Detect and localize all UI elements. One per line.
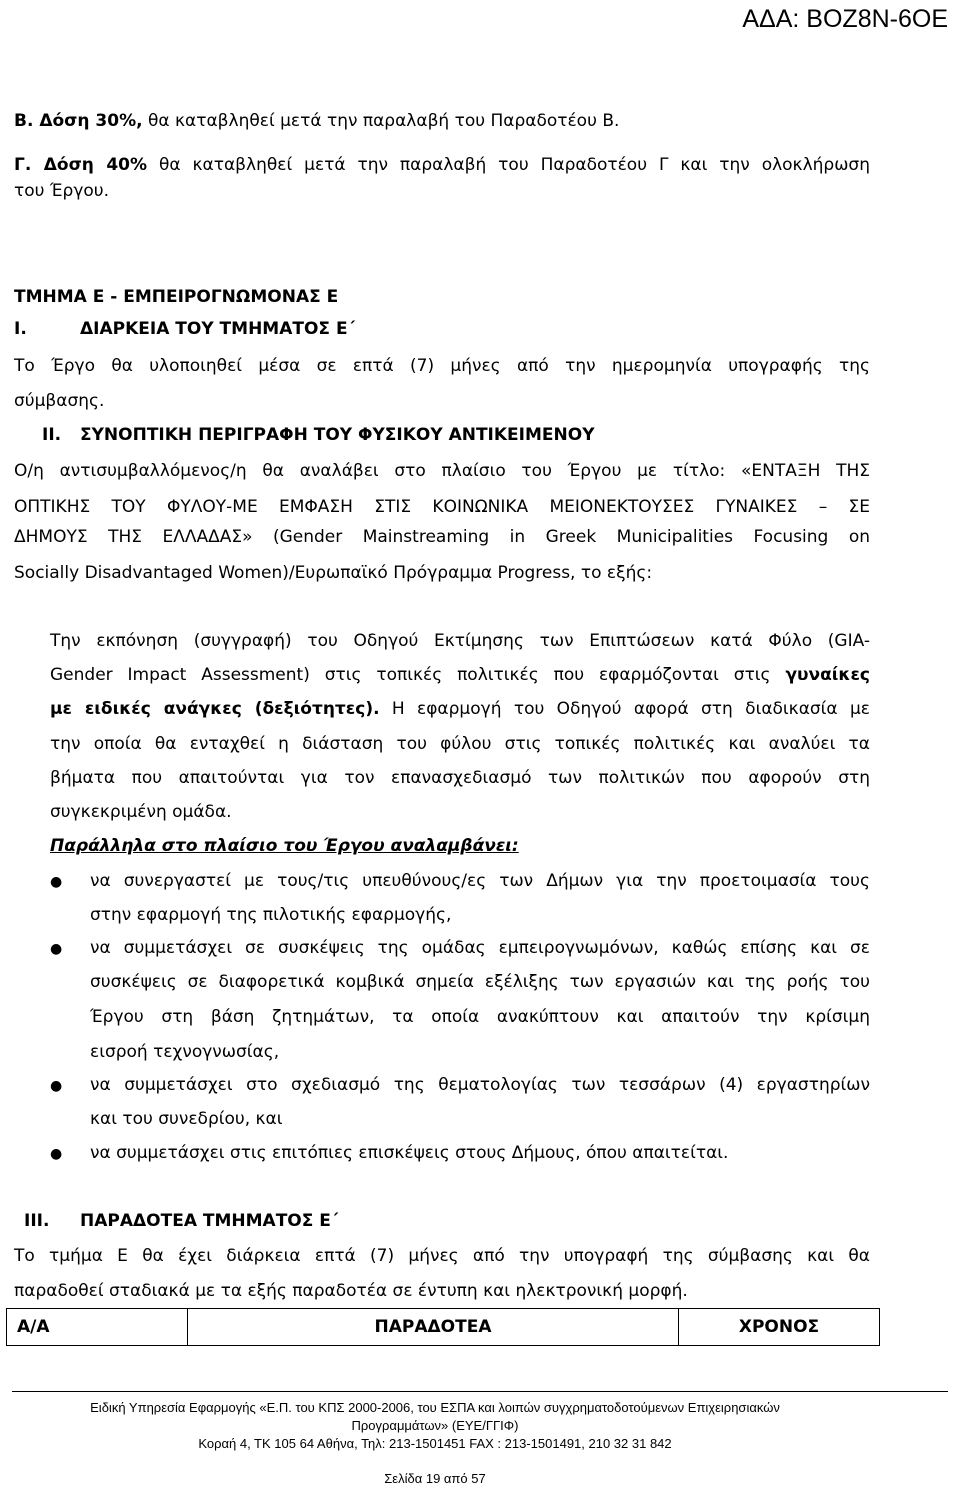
page-number: Σελίδα 19 από 57 xyxy=(384,1471,486,1486)
section-i-text-line-2: σύμβασης. xyxy=(14,391,105,411)
table-header-row xyxy=(7,1309,880,1346)
bullet-2-line-1: να συμμετάσχει σε συσκέψεις της ομάδας εμπειρογνωμόνων, καθώς επίσης και σε xyxy=(90,938,870,958)
section-ii-text-line-2: ΟΠΤΙΚΗΣ ΤΟΥ ΦΥΛΟΥ-ΜΕ ΕΜΦΑΣΗ ΣΤΙΣ ΚΟΙΝΩΝΙΚΑ ΜΕΙΟΝΕΚΤΟΥΣΕΣ ΓΥΝΑΙΚΕΣ – ΣΕ xyxy=(14,497,870,517)
section-ii-text-line-4: Socially Disadvantaged Women)/Ευρωπαϊκό Πρόγραμμα Progress, το εξής: xyxy=(14,563,653,583)
parallel-heading: Παράλληλα στο πλαίσιο του Έργου αναλαμβάνει: xyxy=(50,836,519,856)
table-header-deliverables: ΠΑΡΑΔΟΤΕΑ xyxy=(188,1309,679,1346)
bullet-4-line-1: να συμμετάσχει στις επιτόπιες επισκέψεις στους Δήμους, όπου απαιτείται. xyxy=(90,1143,729,1163)
payment-c-label: Γ. Δόση 40% xyxy=(14,155,148,175)
bullet-1-line-2: στην εφαρμογή της πιλοτικής εφαρμογής, xyxy=(90,905,452,925)
section-ii-title: ΣΥΝΟΠΤΙΚΗ ΠΕΡΙΓΡΑΦΗ ΤΟΥ ΦΥΣΙΚΟΥ ΑΝΤΙΚΕΙΜΕΝΟΥ xyxy=(80,425,595,445)
table-header-time: ΧΡΟΝΟΣ xyxy=(679,1309,880,1346)
section-i-number: Ι. xyxy=(14,319,27,339)
ada-code: ΑΔΑ: ΒΟΖ8Ν-6ΟΕ xyxy=(742,5,948,33)
task-line-3-bold: με ειδικές ανάγκες (δεξιότητες). xyxy=(50,699,380,719)
section-ii-number: ΙΙ. xyxy=(42,425,62,445)
payment-c-text: θα καταβληθεί μετά την παραλαβή του Παραδοτέου Γ και την ολοκλήρωση xyxy=(147,155,870,175)
bullet-4-marker: ● xyxy=(50,1146,63,1162)
footer-line-3: Κοραή 4, ΤΚ 105 64 Αθήνα, Τηλ: 213-1501451 FAX : 213-1501491, 210 32 31 842 xyxy=(198,1436,672,1451)
bullet-1-line-1: να συνεργαστεί με τους/τις υπευθύνους/ες των Δήμων για την προετοιμασία τους xyxy=(90,871,870,891)
task-line-3 xyxy=(50,698,870,720)
section-iii-title: ΠΑΡΑΔΟΤΕΑ ΤΜΗΜΑΤΟΣ Ε΄ xyxy=(80,1211,339,1231)
footer-divider xyxy=(12,1391,948,1392)
deliverables-table xyxy=(6,1308,880,1346)
bullet-2-marker: ● xyxy=(50,941,63,957)
task-line-2-plain: Gender Impact Assessment) στις τοπικές πολιτικές που εφαρμόζονται στις xyxy=(50,665,786,685)
payment-c-cont: του Έργου. xyxy=(14,181,110,201)
section-ii-text-line-1: Ο/η αντισυμβαλλόμενος/η θα αναλάβει στο πλαίσιο του Έργου με τίτλο: «ΕΝΤΑΞΗ ΤΗΣ xyxy=(14,461,870,481)
footer-line-1: Ειδική Υπηρεσία Εφαρμογής «Ε.Π. του ΚΠΣ 2000-2006, του ΕΣΠΑ και λοιπών συγχρηματοδοτούμενων Επιχειρησιακών xyxy=(90,1400,780,1415)
task-line-1: Την εκπόνηση (συγγραφή) του Οδηγού Εκτίμησης των Επιπτώσεων κατά Φύλο (GIA- xyxy=(50,631,870,651)
bullet-2-line-3: Έργου στη βάση ζητημάτων, τα οποία ανακύπτουν και απαιτούν την κρίσιμη xyxy=(90,1007,870,1027)
task-line-5: βήματα που απαιτούνται για τον επανασχεδιασμό των πολιτικών που αφορούν στη xyxy=(50,768,870,788)
bullet-1-marker: ● xyxy=(50,874,63,890)
task-line-6: συγκεκριμένη ομάδα. xyxy=(50,802,232,822)
section-i-title: ΔΙΑΡΚΕΙΑ ΤΟΥ ΤΜΗΜΑΤΟΣ Ε΄ xyxy=(80,319,356,339)
bullet-2-line-2: συσκέψεις σε διαφορετικά κομβικά σημεία εξέλιξης των εργασιών και της ροής του xyxy=(90,972,870,992)
task-line-2-bold: γυναίκες xyxy=(785,665,870,685)
bullet-3-line-2: και του συνεδρίου, και xyxy=(90,1109,283,1129)
payment-b xyxy=(14,110,619,132)
payment-b-label: Β. Δόση 30%, xyxy=(14,111,143,131)
payment-b-text: θα καταβληθεί μετά την παραλαβή του Παραδοτέου Β. xyxy=(142,111,620,131)
section-iii-number: ΙΙΙ. xyxy=(24,1211,50,1231)
bullet-3-marker: ● xyxy=(50,1078,63,1094)
section-title: ΤΜΗΜΑ Ε - ΕΜΠΕΙΡΟΓΝΩΜΟΝΑΣ Ε xyxy=(14,287,339,307)
footer-line-2: Προγραμμάτων» (ΕΥΕ/ΓΓΙΦ) xyxy=(351,1418,519,1433)
task-line-2 xyxy=(50,664,870,686)
bullet-3-line-1: να συμμετάσχει στο σχεδιασμό της θεματολογίας των τεσσάρων (4) εργαστηρίων xyxy=(90,1075,870,1095)
section-i-text-line-1: Το Έργο θα υλοποιηθεί μέσα σε επτά (7) μήνες από την ημερομηνία υπογραφής της xyxy=(14,356,870,376)
deliverables-text-line-1: Το τμήμα Ε θα έχει διάρκεια επτά (7) μήνες από την υπογραφή της σύμβασης και θα xyxy=(14,1246,870,1266)
payment-c xyxy=(14,154,870,176)
table-header-aa: Α/Α xyxy=(7,1309,188,1346)
task-line-3-plain: Η εφαρμογή του Οδηγού αφορά στη διαδικασία με xyxy=(379,699,870,719)
bullet-2-line-4: εισροή τεχνογνωσίας, xyxy=(90,1042,280,1062)
section-ii-text-line-3: ΔΗΜΟΥΣ ΤΗΣ ΕΛΛΑΔΑΣ» (Gender Mainstreaming in Greek Municipalities Focusing on xyxy=(14,527,870,547)
task-line-4: την οποία θα ενταχθεί η διάσταση του φύλου στις τοπικές πολιτικές και αναλύει τα xyxy=(50,734,870,754)
deliverables-text-line-2: παραδοθεί σταδιακά με τα εξής παραδοτέα σε έντυπη και ηλεκτρονική μορφή. xyxy=(14,1281,688,1301)
